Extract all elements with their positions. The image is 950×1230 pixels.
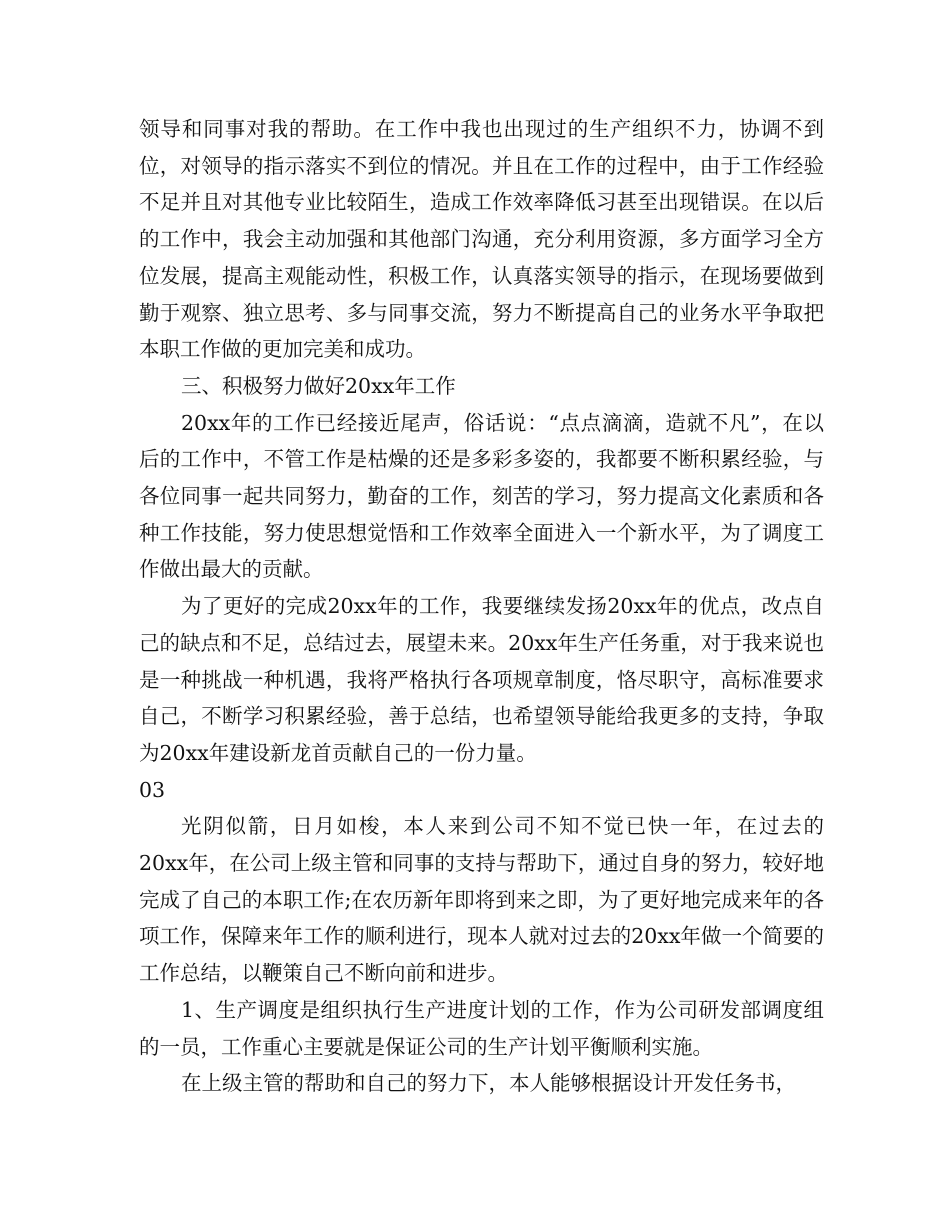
paragraph-year-end-outlook: 20xx年的工作已经接近尾声，俗话说：“点点滴滴，造就不凡”，在以后的工作中，不管工作是枯燥的还是多彩多姿的，我都要不断积累经验，与各位同事一起共同努力，勤奋的工作，刻苦的学习，努力提高文化素质和各种工作技能，努力使思想觉悟和工作效率全面进入一个新水平，为了调度工作做出最大的贡献。 <box>139 410 824 582</box>
paragraph-supervisor-help: 在上级主管的帮助和自己的努力下，本人能够根据设计开发任务书， <box>181 1071 796 1096</box>
paragraph-production-scheduling: 1、生产调度是组织执行生产进度计划的工作，作为公司研发部调度组的一员，工作重心主要就是保证公司的生产计划平衡顺利实施。 <box>139 997 824 1059</box>
paragraph-annual-summary-intro: 光阴似箭，日月如梭，本人来到公司不知不觉已快一年，在过去的20xx年，在公司上级主管和同事的支持与帮助下，通过自身的努力，较好地完成了自己的本职工作;在农历新年即将到来之即，为了更好地完成来年的各项工作，保障来年工作的顺利进行，现本人就对过去的20xx年做一个简要的工作总结，以鞭策自己不断向前和进步。 <box>139 814 824 986</box>
section-number: 03 <box>139 777 166 802</box>
document-page <box>139 111 824 1102</box>
paragraph-future-goals: 为了更好的完成20xx年的工作，我要继续发扬20xx年的优点，改点自己的缺点和不足，总结过去，展望未来。20xx年生产任务重，对于我来说也是一种挑战一种机遇，我将严格执行各项规章制度，恪尽职守，高标准要求自己，不断学习积累经验，善于总结，也希望领导能给我更多的支持，争取为20xx年建设新龙首贡献自己的一份力量。 <box>139 594 824 765</box>
section-heading-work-plan: 三、积极努力做好20xx年工作 <box>181 373 456 398</box>
paragraph-help-and-shortcomings: 领导和同事对我的帮助。在工作中我也出现过的生产组织不力，协调不到位，对领导的指示落实不到位的情况。并且在工作的过程中，由于工作经验不足并且对其他专业比较陌生，造成工作效率降低习甚至出现错误。在以后的工作中，我会主动加强和其他部门沟通，充分利用资源，多方面学习全方位发展，提高主观能动性，积极工作，认真落实领导的指示，在现场要做到勤于观察、独立思考、多与同事交流，努力不断提高自己的业务水平争取把本职工作做的更加完美和成功。 <box>139 117 824 362</box>
